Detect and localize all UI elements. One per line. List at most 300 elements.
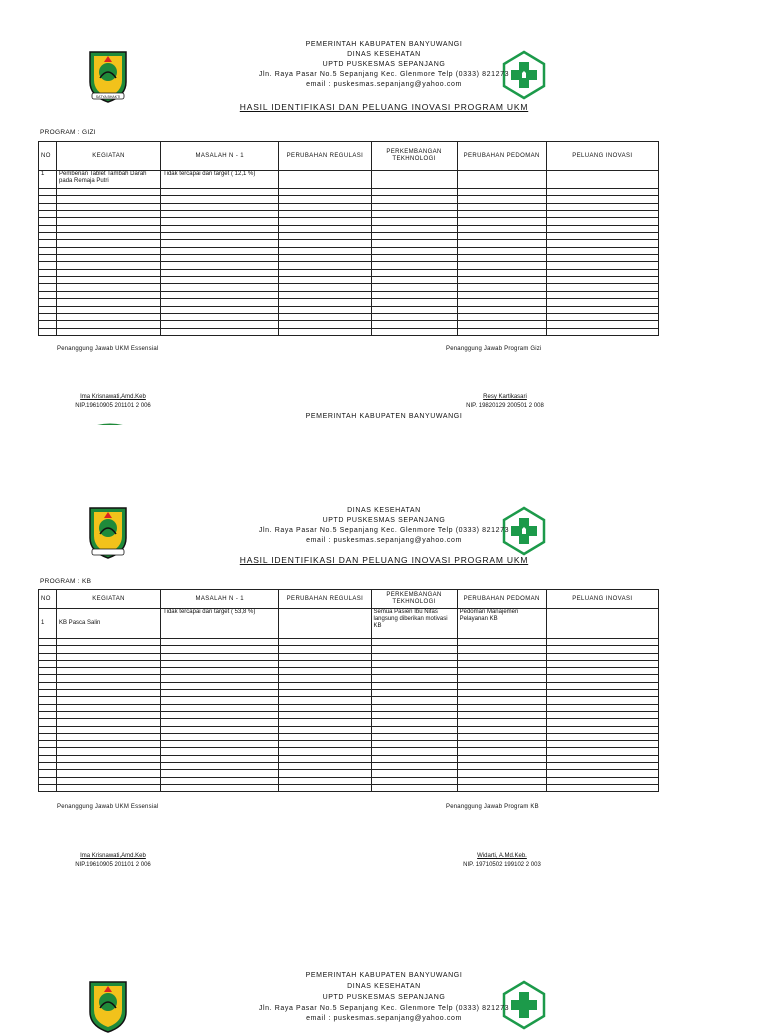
table-cell	[39, 755, 57, 762]
table-cell	[57, 770, 161, 777]
letterhead-dept: DINAS KESEHATAN	[347, 507, 421, 514]
table-cell	[161, 704, 279, 711]
table-cell	[546, 328, 658, 335]
table-cell	[279, 255, 371, 262]
table-cell	[371, 262, 457, 269]
cell-masalah: Tidak tercapai dari target ( 12,1 %)	[161, 171, 279, 189]
table-cell	[546, 704, 658, 711]
table-cell	[457, 748, 546, 755]
banyuwangi-emblem-icon	[90, 423, 130, 425]
right-signatory-nip: NIP. 19710502 199102 2 003	[463, 862, 541, 868]
cell-masalah: Tidak tercapai dari target ( 53,8 %)	[161, 609, 279, 639]
table-cell	[39, 196, 57, 203]
column-header: PERUBAHAN PEDOMAN	[457, 590, 546, 609]
letterhead-dept: DINAS KESEHATAN	[347, 51, 421, 58]
table-cell	[546, 225, 658, 232]
cell-kegiatan: KB Pasca Salin	[57, 609, 161, 639]
cell-no: 1	[39, 609, 57, 639]
table-cell	[371, 682, 457, 689]
table-cell	[279, 321, 371, 328]
table-cell	[39, 225, 57, 232]
table-cell	[371, 653, 457, 660]
table-cell	[546, 668, 658, 675]
right-signatory-title: Penanggung Jawab Program KB	[446, 804, 539, 810]
table-row	[39, 646, 659, 653]
table-cell	[161, 726, 279, 733]
table-cell	[279, 784, 371, 791]
innovation-table	[38, 589, 659, 792]
column-header: PERKEMBANGAN TEKHNOLOGI	[371, 590, 457, 609]
overlap-emblem-fragment	[90, 420, 130, 425]
table-row	[39, 233, 659, 240]
table-row	[39, 639, 659, 646]
column-header: KEGIATAN	[57, 142, 161, 171]
table-cell	[546, 748, 658, 755]
table-cell	[457, 225, 546, 232]
table-row	[39, 196, 659, 203]
cell-teknologi	[371, 171, 457, 189]
table-row	[39, 171, 659, 189]
table-cell	[371, 328, 457, 335]
table-row	[39, 291, 659, 298]
table-cell	[39, 726, 57, 733]
table-cell	[457, 675, 546, 682]
table-cell	[57, 240, 161, 247]
table-cell	[279, 211, 371, 218]
table-cell	[371, 189, 457, 196]
table-cell	[161, 299, 279, 306]
table-cell	[371, 225, 457, 232]
table-cell	[39, 733, 57, 740]
table-header-row	[39, 142, 659, 171]
table-cell	[546, 306, 658, 313]
table-cell	[457, 262, 546, 269]
table-cell	[57, 284, 161, 291]
table-cell	[371, 741, 457, 748]
table-cell	[457, 328, 546, 335]
table-cell	[279, 203, 371, 210]
table-cell	[546, 763, 658, 770]
table-cell	[161, 660, 279, 667]
table-cell	[161, 284, 279, 291]
table-cell	[57, 196, 161, 203]
table-header-row	[39, 590, 659, 609]
left-signatory-name: Ima Krisnawati,Amd.Keb	[80, 394, 146, 400]
document-title: HASIL IDENTIFIKASI DAN PELUANG INOVASI PROGRAM UKM	[239, 555, 529, 565]
table-cell	[371, 668, 457, 675]
overlap-header-line: PEMERINTAH KABUPATEN BANYUWANGI	[305, 413, 463, 420]
table-cell	[161, 682, 279, 689]
overlap-cross-fragment	[516, 421, 532, 425]
table-row	[39, 203, 659, 210]
table-cell	[161, 277, 279, 284]
table-cell	[161, 328, 279, 335]
table-cell	[161, 225, 279, 232]
table-cell	[161, 697, 279, 704]
table-cell	[457, 646, 546, 653]
table-row	[39, 777, 659, 784]
left-signatory-title: Penanggung Jawab UKM Essensial	[57, 804, 159, 810]
table-cell	[39, 291, 57, 298]
table-row	[39, 675, 659, 682]
table-row	[39, 704, 659, 711]
column-header: PELUANG INOVASI	[546, 142, 658, 171]
table-cell	[57, 711, 161, 718]
column-header: PELUANG INOVASI	[546, 590, 658, 609]
table-cell	[546, 682, 658, 689]
table-cell	[57, 189, 161, 196]
table-cell	[57, 668, 161, 675]
table-cell	[279, 299, 371, 306]
table-cell	[279, 269, 371, 276]
program-label: PROGRAM : KB	[40, 578, 92, 585]
table-cell	[457, 690, 546, 697]
table-cell	[457, 653, 546, 660]
table-cell	[457, 733, 546, 740]
column-header: MASALAH N - 1	[161, 590, 279, 609]
table-row	[39, 211, 659, 218]
table-cell	[371, 697, 457, 704]
table-cell	[371, 675, 457, 682]
table-cell	[57, 660, 161, 667]
table-cell	[161, 690, 279, 697]
document-title: HASIL IDENTIFIKASI DAN PELUANG INOVASI PROGRAM UKM	[239, 102, 529, 112]
table-cell	[546, 733, 658, 740]
table-cell	[457, 211, 546, 218]
table-cell	[279, 240, 371, 247]
table-row	[39, 741, 659, 748]
table-cell	[546, 240, 658, 247]
table-cell	[39, 328, 57, 335]
table-cell	[371, 711, 457, 718]
table-cell	[457, 755, 546, 762]
table-row	[39, 328, 659, 335]
table-row	[39, 668, 659, 675]
letterhead-gov: PEMERINTAH KABUPATEN BANYUWANGI	[305, 972, 463, 979]
table-cell	[39, 682, 57, 689]
table-cell	[161, 668, 279, 675]
table-cell	[39, 770, 57, 777]
table-cell	[457, 704, 546, 711]
table-cell	[457, 247, 546, 254]
letterhead-email: email : puskesmas.sepanjang@yahoo.com	[306, 537, 462, 544]
table-cell	[161, 211, 279, 218]
table-cell	[457, 196, 546, 203]
table-cell	[39, 321, 57, 328]
table-row	[39, 247, 659, 254]
table-cell	[161, 321, 279, 328]
table-cell	[57, 763, 161, 770]
table-cell	[457, 299, 546, 306]
table-cell	[546, 299, 658, 306]
table-row	[39, 277, 659, 284]
table-cell	[161, 262, 279, 269]
table-row	[39, 262, 659, 269]
cell-pedoman: Pedoman Manajemen Pelayanan KB	[457, 609, 546, 639]
table-cell	[371, 726, 457, 733]
table-cell	[39, 277, 57, 284]
table-cell	[161, 196, 279, 203]
column-header: NO	[39, 142, 57, 171]
table-row	[39, 763, 659, 770]
column-header: KEGIATAN	[57, 590, 161, 609]
table-cell	[457, 668, 546, 675]
table-cell	[39, 660, 57, 667]
letterhead-address: Jln. Raya Pasar No.5 Sepanjang Kec. Glenmore Telp (0333) 821273	[258, 71, 510, 78]
table-cell	[57, 748, 161, 755]
table-cell	[279, 690, 371, 697]
table-cell	[161, 770, 279, 777]
table-row	[39, 784, 659, 791]
table-cell	[371, 646, 457, 653]
table-cell	[57, 328, 161, 335]
cell-teknologi: Semua Pasien Ibu Nifas langsung diberikan motivasi KB	[371, 609, 457, 639]
table-cell	[161, 203, 279, 210]
left-signatory-name: Ima Krisnawati,Amd.Keb	[80, 853, 146, 859]
table-cell	[546, 653, 658, 660]
table-cell	[457, 697, 546, 704]
table-cell	[39, 711, 57, 718]
table-cell	[161, 784, 279, 791]
table-row	[39, 240, 659, 247]
table-cell	[57, 690, 161, 697]
table-cell	[546, 697, 658, 704]
table-cell	[457, 726, 546, 733]
table-cell	[457, 233, 546, 240]
right-signatory-nip: NIP. 19820129 200501 2 008	[466, 403, 544, 409]
table-cell	[371, 770, 457, 777]
table-cell	[279, 711, 371, 718]
table-cell	[371, 784, 457, 791]
column-header: PERKEMBANGAN TEKHNOLOGI	[371, 142, 457, 171]
table-cell	[546, 777, 658, 784]
column-header: MASALAH N - 1	[161, 142, 279, 171]
table-cell	[546, 675, 658, 682]
table-cell	[279, 682, 371, 689]
table-cell	[57, 741, 161, 748]
table-row	[39, 726, 659, 733]
table-cell	[279, 284, 371, 291]
table-cell	[546, 321, 658, 328]
table-cell	[57, 313, 161, 320]
letterhead-email: email : puskesmas.sepanjang@yahoo.com	[306, 81, 462, 88]
table-cell	[57, 777, 161, 784]
table-cell	[161, 711, 279, 718]
table-cell	[457, 269, 546, 276]
table-cell	[57, 733, 161, 740]
table-cell	[457, 711, 546, 718]
table-cell	[57, 682, 161, 689]
table-row	[39, 770, 659, 777]
table-cell	[457, 784, 546, 791]
table-cell	[57, 225, 161, 232]
table-cell	[371, 233, 457, 240]
table-cell	[371, 777, 457, 784]
table-row	[39, 299, 659, 306]
table-cell	[371, 196, 457, 203]
table-cell	[371, 203, 457, 210]
table-cell	[279, 726, 371, 733]
table-cell	[546, 719, 658, 726]
table-cell	[371, 291, 457, 298]
table-cell	[546, 277, 658, 284]
table-cell	[279, 277, 371, 284]
letterhead-address: Jln. Raya Pasar No.5 Sepanjang Kec. Glenmore Telp (0333) 821273	[258, 1005, 510, 1012]
table-cell	[546, 660, 658, 667]
table-cell	[57, 704, 161, 711]
table-cell	[546, 211, 658, 218]
table-cell	[39, 284, 57, 291]
table-cell	[371, 269, 457, 276]
table-cell	[457, 313, 546, 320]
table-row	[39, 269, 659, 276]
table-cell	[161, 733, 279, 740]
table-cell	[161, 653, 279, 660]
table-cell	[161, 639, 279, 646]
table-cell	[57, 675, 161, 682]
table-cell	[546, 255, 658, 262]
table-cell	[39, 777, 57, 784]
table-cell	[57, 211, 161, 218]
table-cell	[546, 291, 658, 298]
table-cell	[279, 741, 371, 748]
table-cell	[39, 269, 57, 276]
table-cell	[39, 639, 57, 646]
table-cell	[161, 741, 279, 748]
table-row	[39, 255, 659, 262]
table-cell	[57, 277, 161, 284]
table-cell	[546, 233, 658, 240]
table-cell	[457, 741, 546, 748]
table-cell	[279, 704, 371, 711]
table-cell	[279, 763, 371, 770]
table-cell	[279, 196, 371, 203]
table-cell	[279, 653, 371, 660]
table-cell	[279, 748, 371, 755]
table-row	[39, 719, 659, 726]
table-cell	[57, 218, 161, 225]
table-cell	[279, 733, 371, 740]
column-header: PERUBAHAN REGULASI	[279, 590, 371, 609]
table-cell	[371, 755, 457, 762]
table-cell	[161, 189, 279, 196]
table-cell	[39, 203, 57, 210]
innovation-table	[38, 141, 659, 336]
table-cell	[57, 255, 161, 262]
table-cell	[546, 189, 658, 196]
table-cell	[371, 763, 457, 770]
table-cell	[161, 755, 279, 762]
letterhead-email: email : puskesmas.sepanjang@yahoo.com	[306, 1015, 462, 1022]
table-cell	[457, 255, 546, 262]
table-row	[39, 225, 659, 232]
table-cell	[39, 748, 57, 755]
table-cell	[279, 719, 371, 726]
table-cell	[279, 189, 371, 196]
table-cell	[279, 225, 371, 232]
table-cell	[57, 719, 161, 726]
table-cell	[371, 211, 457, 218]
table-row	[39, 189, 659, 196]
table-cell	[546, 313, 658, 320]
table-cell	[371, 660, 457, 667]
table-cell	[279, 233, 371, 240]
table-cell	[371, 306, 457, 313]
table-row	[39, 690, 659, 697]
table-cell	[161, 247, 279, 254]
table-cell	[279, 777, 371, 784]
cell-kegiatan: Pemberian Tablet Tambah Darah pada Remaja Putri	[57, 171, 161, 189]
table-cell	[279, 328, 371, 335]
table-cell	[39, 218, 57, 225]
table-cell	[371, 284, 457, 291]
table-cell	[161, 240, 279, 247]
table-cell	[457, 291, 546, 298]
table-cell	[57, 291, 161, 298]
table-cell	[457, 682, 546, 689]
table-cell	[546, 639, 658, 646]
table-cell	[457, 240, 546, 247]
table-cell	[457, 306, 546, 313]
table-cell	[279, 668, 371, 675]
table-cell	[161, 306, 279, 313]
table-cell	[371, 748, 457, 755]
table-cell	[57, 646, 161, 653]
table-cell	[457, 284, 546, 291]
table-cell	[457, 218, 546, 225]
table-cell	[57, 203, 161, 210]
table-cell	[546, 646, 658, 653]
table-cell	[161, 313, 279, 320]
table-cell	[161, 777, 279, 784]
table-cell	[371, 321, 457, 328]
table-cell	[39, 233, 57, 240]
table-cell	[161, 233, 279, 240]
table-cell	[546, 203, 658, 210]
table-cell	[161, 269, 279, 276]
table-cell	[39, 668, 57, 675]
table-cell	[57, 726, 161, 733]
table-cell	[39, 784, 57, 791]
table-cell	[57, 306, 161, 313]
table-cell	[161, 719, 279, 726]
letterhead-address: Jln. Raya Pasar No.5 Sepanjang Kec. Glenmore Telp (0333) 821273	[258, 527, 510, 534]
column-header: PERUBAHAN PEDOMAN	[457, 142, 546, 171]
table-cell	[279, 646, 371, 653]
table-cell	[371, 719, 457, 726]
table-cell	[279, 660, 371, 667]
table-cell	[39, 690, 57, 697]
table-row	[39, 755, 659, 762]
cell-inovasi	[546, 609, 658, 639]
table-cell	[546, 262, 658, 269]
table-cell	[39, 653, 57, 660]
table-cell	[161, 218, 279, 225]
table-cell	[457, 777, 546, 784]
right-signatory-name: Widarti, A.Md.Keb.	[477, 853, 527, 859]
table-cell	[279, 770, 371, 777]
table-cell	[546, 196, 658, 203]
table-cell	[546, 690, 658, 697]
table-row	[39, 218, 659, 225]
table-cell	[279, 697, 371, 704]
table-cell	[546, 269, 658, 276]
table-cell	[371, 247, 457, 254]
table-cell	[57, 321, 161, 328]
table-cell	[371, 733, 457, 740]
table-cell	[57, 299, 161, 306]
table-cell	[457, 660, 546, 667]
